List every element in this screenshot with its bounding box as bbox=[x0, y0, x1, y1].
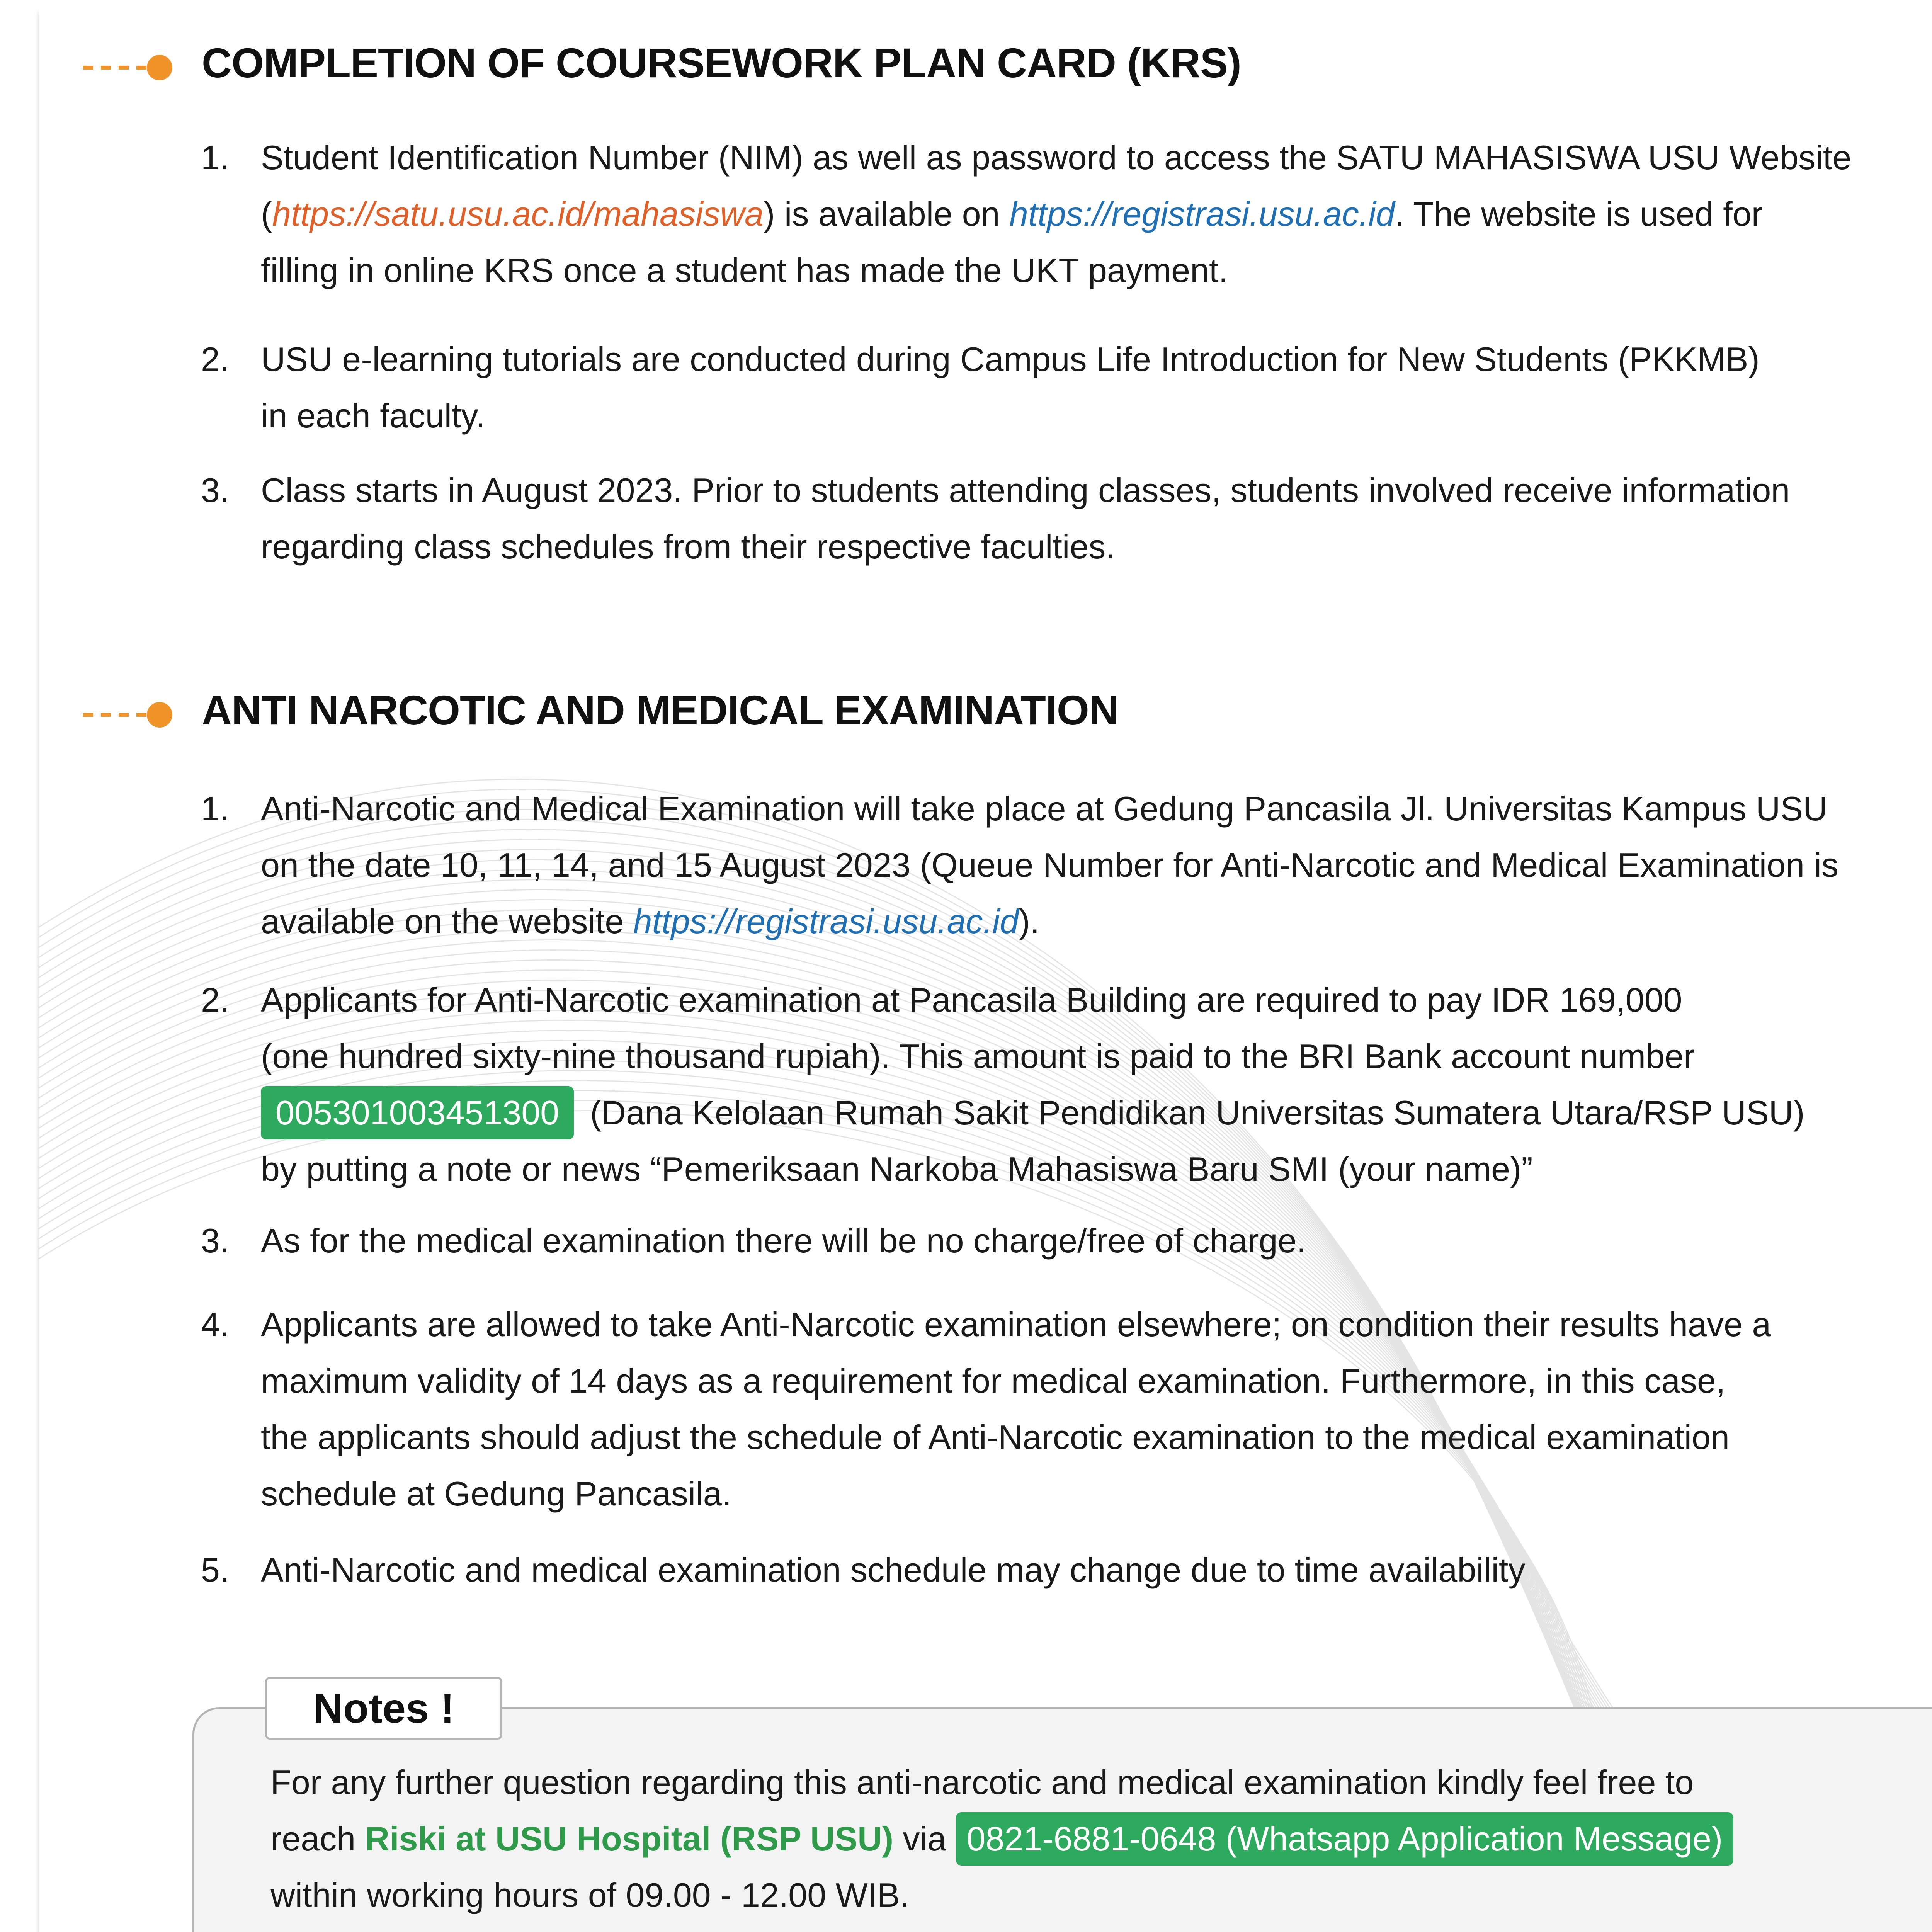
account-number-badge: 005301003451300 bbox=[261, 1086, 574, 1139]
list-number: 2. bbox=[201, 981, 230, 1019]
list-text: USU e-learning tutorials are conducted during Campus Life Introduction for New Students (PKKMB) bbox=[261, 340, 1760, 378]
list-text: As for the medical examination there will be no charge/free of charge. bbox=[261, 1221, 1306, 1260]
text-fragment: (Dana Kelolaan Rumah Sakit Pendidikan Universitas Sumatera Utara/RSP USU) bbox=[590, 1094, 1805, 1132]
text-fragment: ) is available on bbox=[764, 195, 1009, 233]
satu-usu-link[interactable]: https://satu.usu.ac.id/mahasiswa bbox=[272, 195, 764, 233]
registrasi-link[interactable]: https://registrasi.usu.ac.id bbox=[1009, 195, 1395, 233]
list-text: in each faculty. bbox=[261, 396, 485, 435]
list-text bbox=[261, 1085, 1805, 1141]
list-text: maximum validity of 14 days as a requirement for medical examination. Furthermore, in this case, bbox=[261, 1362, 1726, 1400]
text-fragment: via bbox=[893, 1820, 956, 1858]
contact-name: Riski at USU Hospital (RSP USU) bbox=[365, 1820, 894, 1858]
text-fragment: ). bbox=[1019, 902, 1040, 940]
list-text: by putting a note or news “Pemeriksaan Narkoba Mahasiswa Baru SMI (your name)” bbox=[261, 1150, 1533, 1188]
list-number: 4. bbox=[201, 1305, 230, 1344]
list-text: Anti-Narcotic and medical examination schedule may change due to time availability bbox=[261, 1551, 1526, 1589]
list-number: 3. bbox=[201, 1221, 230, 1260]
notes-line: within working hours of 09.00 - 12.00 WIB. bbox=[270, 1876, 910, 1914]
registrasi-link[interactable]: https://registrasi.usu.ac.id bbox=[633, 902, 1019, 940]
list-text: Student Identification Number (NIM) as well as password to access the SATU MAHASISWA USU Website bbox=[261, 138, 1852, 177]
list-number: 1. bbox=[201, 789, 230, 828]
list-text: Anti-Narcotic and Medical Examination will take place at Gedung Pancasila Jl. Universitas Kampus USU bbox=[261, 789, 1828, 828]
list-number: 1. bbox=[201, 138, 230, 177]
list-number: 2. bbox=[201, 340, 230, 378]
list-text: Class starts in August 2023. Prior to students attending classes, students involved receive information bbox=[261, 471, 1790, 509]
text-fragment: . The website is used for bbox=[1395, 195, 1763, 233]
section-title-krs: COMPLETION OF COURSEWORK PLAN CARD (KRS) bbox=[202, 39, 1241, 86]
list-text bbox=[261, 893, 1039, 950]
text-fragment: reach bbox=[270, 1820, 365, 1858]
section-bullet-icon bbox=[81, 701, 178, 728]
notes-line bbox=[270, 1811, 1733, 1867]
notes-tab: Notes ! bbox=[265, 1677, 502, 1740]
whatsapp-contact-badge[interactable]: 0821-6881-0648 (Whatsapp Application Message) bbox=[956, 1812, 1734, 1866]
list-number: 3. bbox=[201, 471, 230, 509]
text-fragment: ( bbox=[261, 195, 272, 233]
section-title-exam: ANTI NARCOTIC AND MEDICAL EXAMINATION bbox=[202, 687, 1119, 733]
list-text bbox=[261, 186, 1763, 242]
list-text: Applicants for Anti-Narcotic examination at Pancasila Building are required to pay IDR 169,000 bbox=[261, 981, 1682, 1019]
list-text: regarding class schedules from their respective faculties. bbox=[261, 527, 1115, 566]
list-text: schedule at Gedung Pancasila. bbox=[261, 1475, 732, 1513]
list-number: 5. bbox=[201, 1551, 230, 1589]
list-text: Applicants are allowed to take Anti-Narcotic examination elsewhere; on condition their results have a bbox=[261, 1305, 1771, 1344]
list-text: (one hundred sixty-nine thousand rupiah). This amount is paid to the BRI Bank account number bbox=[261, 1037, 1695, 1075]
text-fragment: available on the website bbox=[261, 902, 633, 940]
section-bullet-icon bbox=[81, 54, 178, 81]
list-text: on the date 10, 11, 14, and 15 August 2023 (Queue Number for Anti-Narcotic and Medical Examination is bbox=[261, 846, 1839, 884]
list-text: the applicants should adjust the schedule of Anti-Narcotic examination to the medical examination bbox=[261, 1418, 1730, 1456]
notes-line: For any further question regarding this anti-narcotic and medical examination kindly feel free to bbox=[270, 1763, 1694, 1801]
list-text: filling in online KRS once a student has made the UKT payment. bbox=[261, 251, 1228, 289]
